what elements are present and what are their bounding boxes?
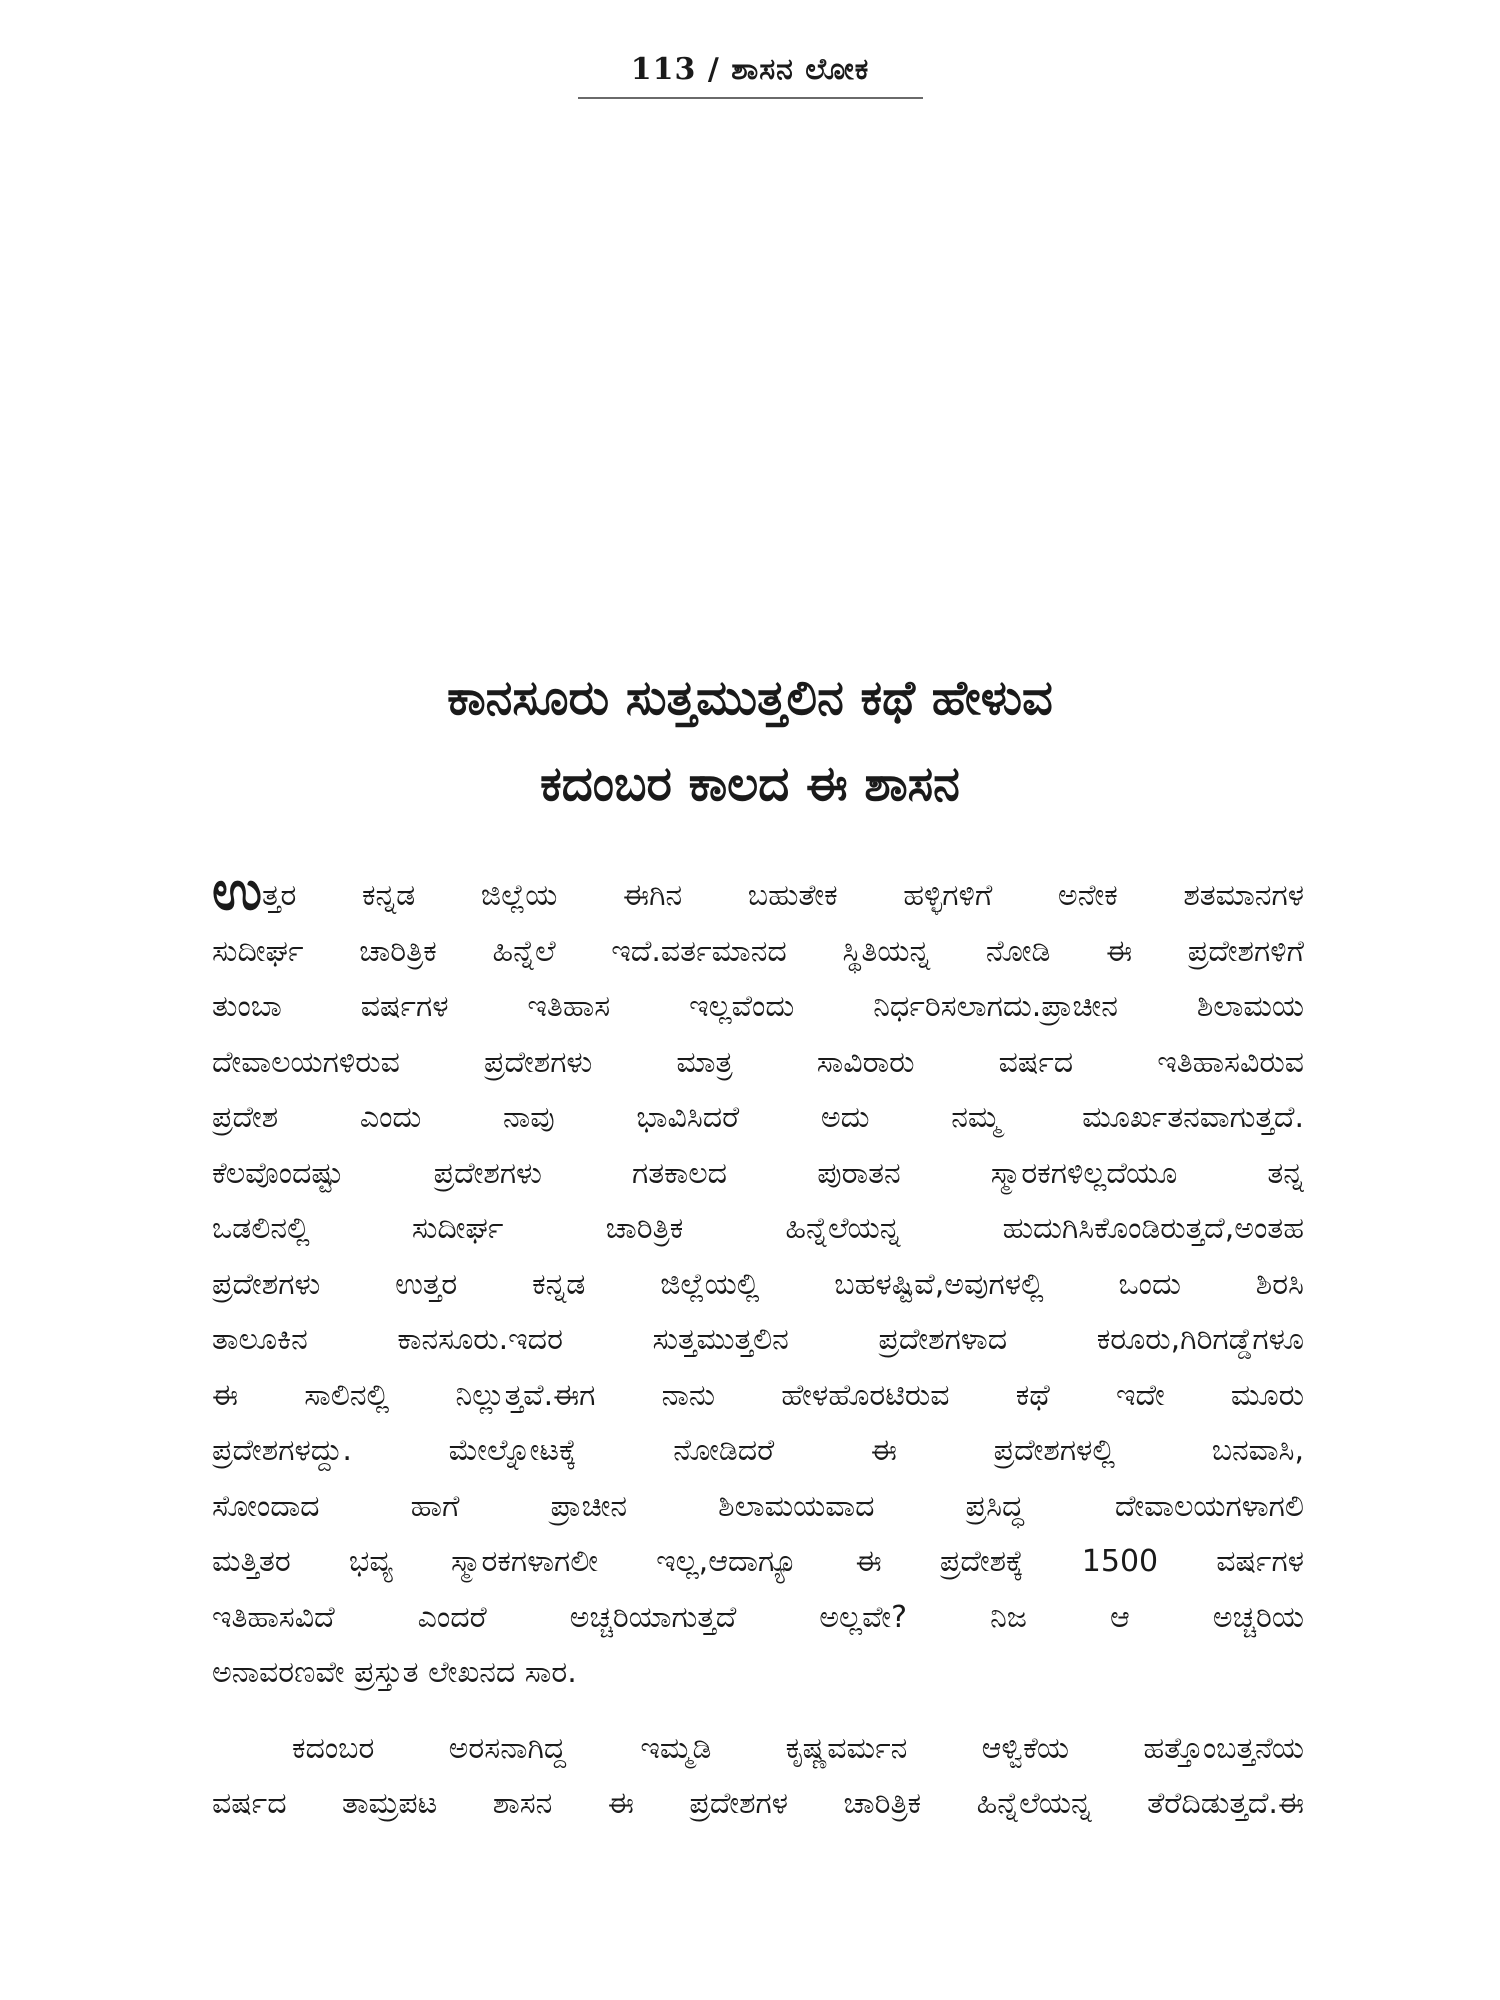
paragraph-1-line: ತುಂಬಾ ವರ್ಷಗಳ ಇತಿಹಾಸ ಇಲ್ಲವೆಂದು ನಿರ್ಧರಿಸಲಾಗದು.ಪ್ರಾಚೀನ ಶಿಲಾಮಯ bbox=[212, 989, 1304, 1024]
paragraph-1-line: ತಾಲೂಕಿನ ಕಾನಸೂರು.ಇದರ ಸುತ್ತಮುತ್ತಲಿನ ಪ್ರದೇಶಗಳಾದ ಕರೂರು,ಗಿರಿಗಡ್ಡೆಗಳೂ bbox=[212, 1322, 1304, 1357]
paragraph-1-line: ಸೋಂದಾದ ಹಾಗೆ ಪ್ರಾಚೀನ ಶಿಲಾಮಯವಾದ ಪ್ರಸಿದ್ಧ ದೇವಾಲಯಗಳಾಗಲಿ bbox=[212, 1488, 1304, 1524]
paragraph-2-line: ಕದಂಬರ ಅರಸನಾಗಿದ್ದ ಇಮ್ಮಡಿ ಕೃಷ್ಣವರ್ಮನ ಆಳ್ವಿಕೆಯ ಹತ್ತೊಂಬತ್ತನೆಯ bbox=[292, 1730, 1304, 1766]
article-body bbox=[212, 868, 1304, 1832]
paragraph-2 bbox=[212, 1721, 1304, 1832]
paragraph-1-line: ಪ್ರದೇಶಗಳದ್ದು. ಮೇಲ್ನೋಟಕ್ಕೆ ನೋಡಿದರೆ ಈ ಪ್ರದೇಶಗಳಲ್ಲಿ ಬನವಾಸಿ, bbox=[212, 1433, 1304, 1468]
paragraph-1-line: ದೇವಾಲಯಗಳಿರುವ ಪ್ರದೇಶಗಳು ಮಾತ್ರ ಸಾವಿರಾರು ವರ್ಷದ ಇತಿಹಾಸವಿರುವ bbox=[212, 1044, 1304, 1080]
paragraph-1-line: ಅನಾವರಣವೇ ಪ್ರಸ್ತುತ ಲೇಖನದ ಸಾರ. bbox=[212, 1655, 577, 1690]
paragraph-2-line: ವರ್ಷದ ತಾಮ್ರಪಟ ಶಾಸನ ಈ ಪ್ರದೇಶಗಳ ಚಾರಿತ್ರಿಕ ಹಿನ್ನೆಲೆಯನ್ನ ತೆರೆದಿಡುತ್ತದೆ.ಈ bbox=[212, 1786, 1304, 1821]
paragraph-1-line: ಈ ಸಾಲಿನಲ್ಲಿ ನಿಲ್ಲುತ್ತವೆ.ಈಗ ನಾನು ಹೇಳಹೊರಟಿರುವ ಕಥೆ ಇದೇ ಮೂರು bbox=[212, 1377, 1304, 1413]
paragraph-1-line: ಪ್ರದೇಶಗಳು ಉತ್ತರ ಕನ್ನಡ ಜಿಲ್ಲೆಯಲ್ಲಿ ಬಹಳಷ್ಟಿವೆ,ಅವುಗಳಲ್ಲಿ ಒಂದು ಶಿರಸಿ bbox=[212, 1266, 1304, 1302]
article-title-line-1: ಕಾನಸೂರು ಸುತ್ತಮುತ್ತಲಿನ ಕಥೆ ಹೇಳುವ bbox=[447, 670, 1053, 726]
paragraph-1-line: ಮತ್ತಿತರ ಭವ್ಯ ಸ್ಮಾರಕಗಳಾಗಲೀ ಇಲ್ಲ,ಆದಾಗ್ಯೂ ಈ ಪ್ರದೇಶಕ್ಕೆ 1500 ವರ್ಷಗಳ bbox=[212, 1544, 1304, 1579]
page-number-and-book-title: 113 / ಶಾಸನ ಲೋಕ bbox=[630, 52, 870, 87]
paragraph-1-line: ಕೆಲವೊಂದಷ್ಟು ಪ್ರದೇಶಗಳು ಗತಕಾಲದ ಪುರಾತನ ಸ್ಮಾರಕಗಳಿಲ್ಲದೆಯೂ ತನ್ನ bbox=[212, 1155, 1304, 1191]
header-rule bbox=[578, 97, 923, 99]
article-title-line-2: ಕದಂಬರ ಕಾಲದ ಈ ಶಾಸನ bbox=[540, 756, 960, 812]
drop-cap: ಉ bbox=[212, 868, 263, 922]
paragraph-1-line: ಸುದೀರ್ಘ ಚಾರಿತ್ರಿಕ ಹಿನ್ನೆಲೆ ಇದೆ.ವರ್ತಮಾನದ ಸ್ಥಿತಿಯನ್ನ ನೋಡಿ ಈ ಪ್ರದೇಶಗಳಿಗೆ bbox=[212, 933, 1304, 969]
paragraph-1-line-1-text: ತ್ತರ ಕನ್ನಡ ಜಿಲ್ಲೆಯ ಈಗಿನ ಬಹುತೇಕ ಹಳ್ಳಿಗಳಿಗೆ ಅನೇಕ ಶತಮಾನಗಳ bbox=[262, 878, 1304, 913]
paragraph-1-line-1 bbox=[212, 868, 1304, 924]
paragraph-1-line: ಒಡಲಿನಲ್ಲಿ ಸುದೀರ್ಘ ಚಾರಿತ್ರಿಕ ಹಿನ್ನೆಲೆಯನ್ನ ಹುದುಗಿಸಿಕೊಂಡಿರುತ್ತದೆ,ಅಂತಹ bbox=[212, 1211, 1304, 1246]
paragraph-1-line: ಪ್ರದೇಶ ಎಂದು ನಾವು ಭಾವಿಸಿದರೆ ಅದು ನಮ್ಮ ಮೂರ್ಖತನವಾಗುತ್ತದೆ. bbox=[212, 1100, 1304, 1135]
paragraph-1-line: ಇತಿಹಾಸವಿದೆ ಎಂದರೆ ಅಚ್ಚರಿಯಾಗುತ್ತದೆ ಅಲ್ಲವೇ? ನಿಜ ಆ ಅಚ್ಚರಿಯ bbox=[212, 1599, 1304, 1635]
article-title bbox=[0, 655, 1500, 827]
paragraph-1 bbox=[212, 868, 1304, 1701]
running-head bbox=[0, 52, 1500, 99]
